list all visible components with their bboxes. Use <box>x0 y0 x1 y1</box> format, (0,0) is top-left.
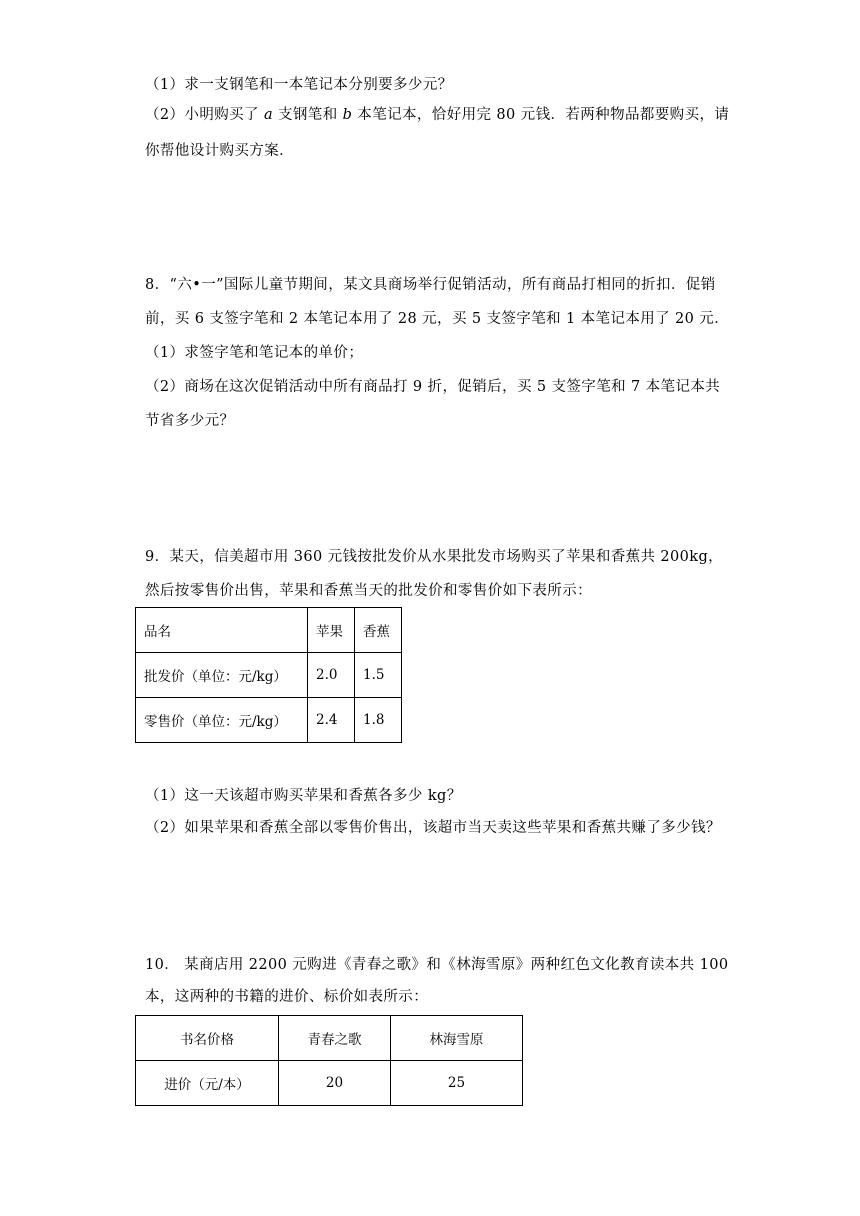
q9-line2: 然后按零售价出售，苹果和香蕉当天的批发价和零售价如下表所示： <box>145 583 592 599</box>
table-cell: 20 <box>279 1061 391 1106</box>
q7-var-a: a <box>263 107 273 123</box>
q9-price-table <box>135 607 402 743</box>
table-header-cell: 林海雪原 <box>391 1016 523 1061</box>
q7-sub2-text-c: 本笔记本，恰好用完 80 元钱．若两种物品都要购买，请 <box>352 107 730 123</box>
table-cell: 2.0 <box>308 653 355 698</box>
table-cell: 零售价（单位：元/kg） <box>136 698 308 743</box>
q9-sub1: （1）这一天该超市购买苹果和香蕉各多少 kg？ <box>145 788 462 804</box>
q8-line1: 8．“六•一”国际儿童节期间，某文具商场举行促销活动，所有商品打相同的折扣．促销 <box>145 277 716 293</box>
q7-sub2-text-b: 支钢笔和 <box>272 107 343 123</box>
q7-sub2-line2: 你帮他设计购买方案． <box>145 143 294 159</box>
table-row <box>136 1061 523 1106</box>
q10-line1: 10． 某商店用 2200 元购进《青春之歌》和《林海雪原》两种红色文化教育读本共 100 <box>145 957 729 973</box>
q9-sub2: （2）如果苹果和香蕉全部以零售价售出，该超市当天卖这些苹果和香蕉共赚了多少钱？ <box>145 820 721 836</box>
table-header-cell: 品名 <box>136 608 308 653</box>
table-cell: 1.5 <box>355 653 402 698</box>
table-header-row <box>136 1016 523 1061</box>
table-header-cell: 香蕉 <box>355 608 402 653</box>
table-header-cell: 青春之歌 <box>279 1016 391 1061</box>
q8-sub1: （1）求签字笔和笔记本的单价； <box>145 345 364 361</box>
table-cell: 1.8 <box>355 698 402 743</box>
q10-line2: 本，这两种的书籍的进价、标价如表所示： <box>145 989 429 1005</box>
q8-sub2-line2: 节省多少元？ <box>145 413 235 429</box>
table-cell: 2.4 <box>308 698 355 743</box>
q8-sub2-line1: （2）商场在这次促销活动中所有商品打 9 折，促销后，买 5 支签字笔和 7 本笔记本共 <box>145 379 721 395</box>
table-cell: 进价（元/本） <box>136 1061 279 1106</box>
q8-line2: 前，买 6 支签字笔和 2 本笔记本用了 28 元，买 5 支签字笔和 1 本笔记本用了 20 元． <box>145 311 730 327</box>
table-row <box>136 653 402 698</box>
q10-book-price-table <box>135 1015 523 1106</box>
table-row <box>136 698 402 743</box>
table-header-row <box>136 608 402 653</box>
q9-line1: 9．某天，信美超市用 360 元钱按批发价从水果批发市场购买了苹果和香蕉共 200kg， <box>145 549 724 565</box>
q7-sub2-text-a: （2）小明购买了 <box>145 107 264 123</box>
table-header-cell: 苹果 <box>308 608 355 653</box>
table-cell: 25 <box>391 1061 523 1106</box>
q7-sub2-line1 <box>145 105 729 125</box>
q7-var-b: b <box>342 107 353 123</box>
table-cell: 批发价（单位：元/kg） <box>136 653 308 698</box>
q7-sub1: （1）求一支钢笔和一本笔记本分别要多少元？ <box>145 77 453 93</box>
table-header-cell: 书名价格 <box>136 1016 279 1061</box>
